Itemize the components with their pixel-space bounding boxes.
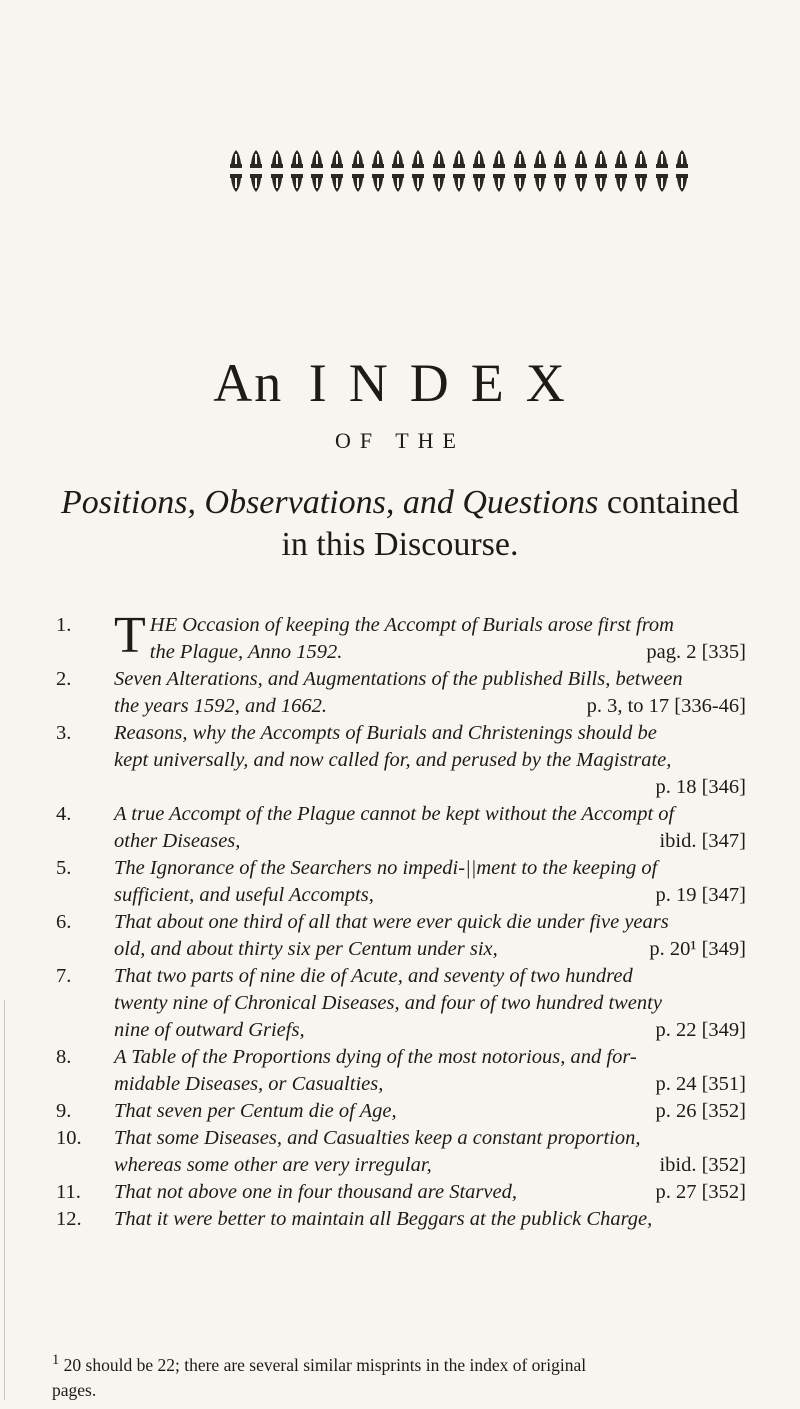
fleuron-ornament-icon bbox=[329, 148, 345, 170]
entry-number: 5. bbox=[56, 857, 72, 879]
fleuron-ornament-icon bbox=[573, 148, 589, 170]
entry-line: That it were better to maintain all Beggars at the publick Charge, bbox=[114, 1208, 653, 1230]
subtitle bbox=[0, 482, 800, 566]
index-entry bbox=[56, 1179, 746, 1206]
fleuron-ornament-icon bbox=[593, 172, 609, 194]
page-reference: pag. 2 [335] bbox=[646, 641, 746, 663]
footnote-mark: 1 bbox=[52, 1352, 60, 1368]
index-entry bbox=[56, 801, 746, 855]
fleuron-ornament-icon bbox=[654, 148, 670, 170]
page-reference: ibid. [347] bbox=[659, 830, 746, 852]
entry-line: whereas some other are very irregular, bbox=[114, 1154, 432, 1176]
fleuron-ornament-icon bbox=[228, 172, 244, 194]
entry-number: 8. bbox=[56, 1046, 72, 1068]
entry-line: the years 1592, and 1662. bbox=[114, 695, 327, 717]
entry-line: That seven per Centum die of Age, bbox=[114, 1100, 397, 1122]
fleuron-ornament-icon bbox=[593, 148, 609, 170]
fleuron-ornament-icon bbox=[309, 172, 325, 194]
fleuron-ornament-icon bbox=[350, 172, 366, 194]
ornament-border-top bbox=[228, 148, 690, 170]
index-entry bbox=[56, 666, 746, 720]
entry-line: That two parts of nine die of Acute, and seventy of two hundred bbox=[114, 965, 633, 987]
fleuron-ornament-icon bbox=[289, 172, 305, 194]
fleuron-ornament-icon bbox=[633, 172, 649, 194]
index-entry bbox=[56, 1206, 746, 1233]
entry-number: 6. bbox=[56, 911, 72, 933]
entry-line: HE Occasion of keeping the Accompt of Burials arose first from bbox=[149, 614, 674, 636]
fleuron-ornament-icon bbox=[289, 148, 305, 170]
fleuron-ornament-icon bbox=[471, 172, 487, 194]
fleuron-ornament-icon bbox=[451, 148, 467, 170]
of-the-heading: OF THE bbox=[335, 428, 465, 453]
fleuron-ornament-icon bbox=[269, 172, 285, 194]
entry-number: 10. bbox=[56, 1127, 82, 1149]
entry-line: the Plague, Anno 1592. bbox=[149, 641, 343, 663]
entry-line: midable Diseases, or Casualties, bbox=[114, 1073, 384, 1095]
fleuron-ornament-icon bbox=[613, 172, 629, 194]
index-entry bbox=[56, 1125, 746, 1179]
entry-number: 11. bbox=[56, 1181, 81, 1203]
entry-number: 12. bbox=[56, 1208, 82, 1230]
margin-line bbox=[4, 1000, 5, 1400]
fleuron-ornament-icon bbox=[491, 172, 507, 194]
fleuron-ornament-icon bbox=[329, 172, 345, 194]
fleuron-ornament-icon bbox=[248, 148, 264, 170]
fleuron-ornament-icon bbox=[654, 172, 670, 194]
ornament-border-bottom bbox=[228, 172, 690, 194]
fleuron-ornament-icon bbox=[552, 148, 568, 170]
entry-number: 7. bbox=[56, 965, 72, 987]
page-reference: p. 3, to 17 [336-46] bbox=[586, 695, 746, 717]
entry-number: 2. bbox=[56, 668, 72, 690]
title-index: INDEX bbox=[308, 353, 587, 413]
page-reference: p. 22 [349] bbox=[655, 1019, 746, 1041]
fleuron-ornament-icon bbox=[390, 148, 406, 170]
page-reference: p. 20¹ [349] bbox=[649, 938, 746, 960]
footnote-text: 20 should be 22; there are several similar misprints in the index of original bbox=[59, 1354, 587, 1375]
drop-cap: T bbox=[114, 607, 146, 664]
page-reference: p. 19 [347] bbox=[655, 884, 746, 906]
page-title bbox=[0, 352, 800, 414]
entry-line: sufficient, and useful Accompts, bbox=[114, 884, 374, 906]
entry-line: The Ignorance of the Searchers no impedi-||ment to the keeping of bbox=[114, 857, 658, 879]
fleuron-ornament-icon bbox=[573, 172, 589, 194]
fleuron-ornament-icon bbox=[370, 172, 386, 194]
entry-number: 9. bbox=[56, 1100, 72, 1122]
fleuron-ornament-icon bbox=[633, 148, 649, 170]
entry-line: old, and about thirty six per Centum under six, bbox=[114, 938, 498, 960]
fleuron-ornament-icon bbox=[431, 148, 447, 170]
page-reference: p. 18 [346] bbox=[655, 776, 746, 798]
subtitle-rest: contained bbox=[598, 484, 740, 521]
fleuron-ornament-icon bbox=[410, 172, 426, 194]
entry-line: twenty nine of Chronical Diseases, and four of two hundred twenty bbox=[114, 992, 662, 1014]
entry-line: Seven Alterations, and Augmentations of the published Bills, between bbox=[114, 668, 683, 690]
page-reference: p. 27 [352] bbox=[655, 1181, 746, 1203]
fleuron-ornament-icon bbox=[613, 148, 629, 170]
entry-number: 4. bbox=[56, 803, 72, 825]
fleuron-ornament-icon bbox=[350, 148, 366, 170]
entry-number: 1. bbox=[56, 614, 72, 636]
footnote-text: pages. bbox=[52, 1379, 97, 1400]
fleuron-ornament-icon bbox=[512, 148, 528, 170]
index-entry bbox=[56, 909, 746, 963]
fleuron-ornament-icon bbox=[532, 148, 548, 170]
fleuron-ornament-icon bbox=[269, 148, 285, 170]
entry-line: kept universally, and now called for, and perused by the Magistrate, bbox=[114, 749, 672, 771]
fleuron-ornament-icon bbox=[309, 148, 325, 170]
fleuron-ornament-icon bbox=[532, 172, 548, 194]
fleuron-ornament-icon bbox=[471, 148, 487, 170]
index-entry bbox=[56, 1098, 746, 1125]
index-entry bbox=[56, 1044, 746, 1098]
fleuron-ornament-icon bbox=[552, 172, 568, 194]
fleuron-ornament-icon bbox=[390, 172, 406, 194]
fleuron-ornament-icon bbox=[370, 148, 386, 170]
entry-line: A Table of the Proportions dying of the most notorious, and for- bbox=[114, 1046, 637, 1068]
fleuron-ornament-icon bbox=[451, 172, 467, 194]
fleuron-ornament-icon bbox=[431, 172, 447, 194]
index-entry bbox=[56, 607, 746, 666]
index-entry bbox=[56, 855, 746, 909]
entry-line: That about one third of all that were ever quick die under five years bbox=[114, 911, 669, 933]
fleuron-ornament-icon bbox=[228, 148, 244, 170]
fleuron-ornament-icon bbox=[248, 172, 264, 194]
entry-line: nine of outward Griefs, bbox=[114, 1019, 305, 1041]
entry-number: 3. bbox=[56, 722, 72, 744]
index-entries bbox=[56, 607, 746, 1233]
page-reference: ibid. [352] bbox=[659, 1154, 746, 1176]
subtitle-italic: Positions, Observations, and Questions bbox=[60, 484, 599, 521]
entry-line: A true Accompt of the Plague cannot be kept without the Accompt of bbox=[114, 803, 675, 825]
entry-line: That some Diseases, and Casualties keep a constant proportion, bbox=[114, 1127, 641, 1149]
fleuron-ornament-icon bbox=[674, 172, 690, 194]
entry-line: That not above one in four thousand are Starved, bbox=[114, 1181, 517, 1203]
fleuron-ornament-icon bbox=[512, 172, 528, 194]
fleuron-ornament-icon bbox=[491, 148, 507, 170]
page-reference: p. 26 [352] bbox=[655, 1100, 746, 1122]
title-an: An bbox=[213, 353, 284, 413]
page-reference: p. 24 [351] bbox=[655, 1073, 746, 1095]
entry-line: Reasons, why the Accompts of Burials and Christenings should be bbox=[114, 722, 657, 744]
footnote bbox=[52, 1348, 752, 1403]
subtitle-line2: in this Discourse. bbox=[281, 526, 519, 563]
entry-line: other Diseases, bbox=[114, 830, 241, 852]
index-entry bbox=[56, 963, 746, 1044]
index-entry bbox=[56, 720, 746, 801]
fleuron-ornament-icon bbox=[410, 148, 426, 170]
fleuron-ornament-icon bbox=[674, 148, 690, 170]
